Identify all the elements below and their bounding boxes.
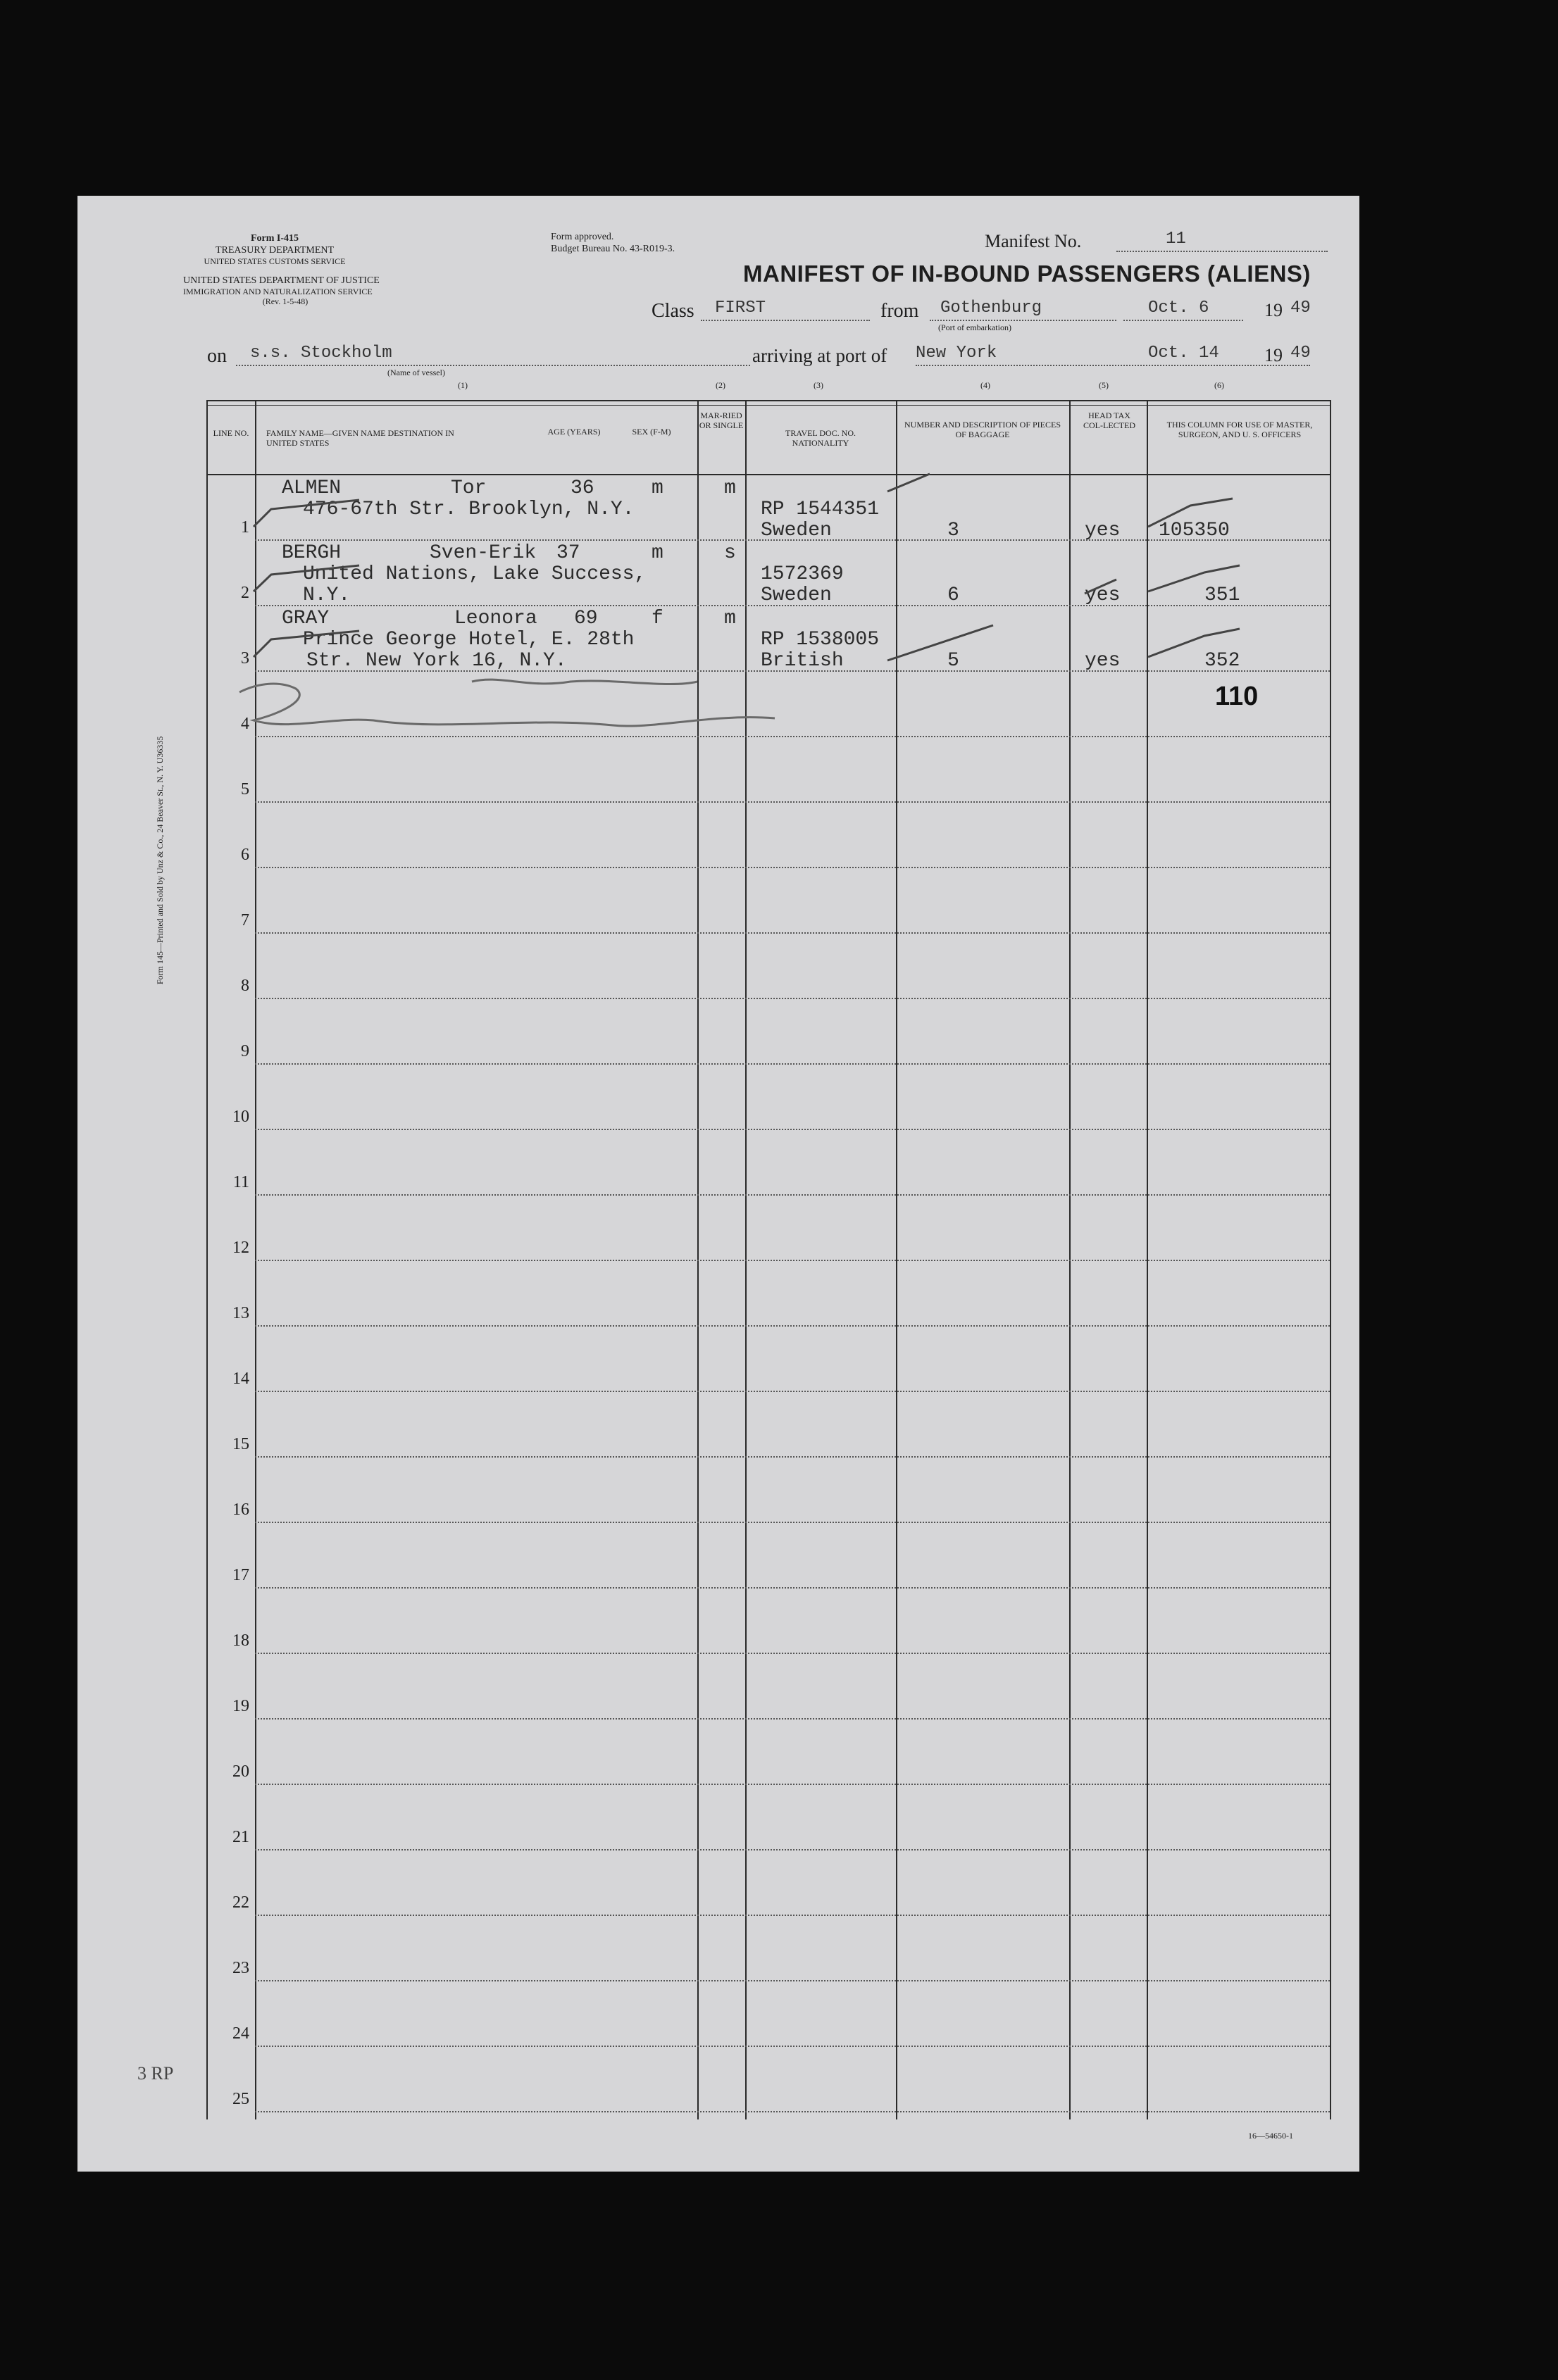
age: 36 xyxy=(571,477,594,499)
form-number: Form I-415 xyxy=(250,233,299,244)
given-name: Leonora xyxy=(454,608,537,630)
checkmark-row3 xyxy=(254,631,359,657)
vessel-value: s.s. Stockholm xyxy=(250,344,392,363)
col-header-line: LINE NO. xyxy=(213,428,249,438)
line-number: 3 xyxy=(241,649,249,668)
footer-code: 16—54650-1 xyxy=(1248,2131,1293,2141)
depart-date: Oct. 6 xyxy=(1148,299,1209,318)
travel-doc: RP 1544351 xyxy=(761,499,880,520)
line-number: 8 xyxy=(241,977,249,995)
marital-status: m xyxy=(724,608,736,630)
from-value: Gothenburg xyxy=(940,299,1042,318)
budget-bureau: Budget Bureau No. 43-R019-3. xyxy=(551,244,675,254)
line-number: 12 xyxy=(232,1239,249,1257)
marital-status: m xyxy=(724,477,736,499)
officer-number: 105350 xyxy=(1159,520,1230,541)
arrival-year: 49 xyxy=(1290,344,1311,363)
arrival-date: Oct. 14 xyxy=(1148,344,1219,363)
baggage-count: 3 xyxy=(947,520,959,541)
destination-line2: Str. New York 16, N.Y. xyxy=(306,650,567,672)
arriving-label: arriving at port of xyxy=(752,345,887,366)
line-number: 24 xyxy=(232,2024,249,2043)
checkmark-row1 xyxy=(254,500,359,527)
line-number: 19 xyxy=(232,1697,249,1715)
treasury-dept: TREASURY DEPARTMENT xyxy=(215,245,335,256)
class-value: FIRST xyxy=(715,299,766,318)
destination: United Nations, Lake Success, xyxy=(303,563,647,585)
col-num-5: (5) xyxy=(1099,380,1109,390)
form-approved: Form approved. xyxy=(551,232,614,242)
col-num-4: (4) xyxy=(980,380,990,390)
line-number: 7 xyxy=(241,911,249,929)
col-num-2: (2) xyxy=(716,380,725,390)
line-number: 17 xyxy=(232,1566,249,1584)
on-label: on xyxy=(207,345,227,367)
line-number: 16 xyxy=(232,1501,249,1519)
col-num-6: (6) xyxy=(1214,380,1224,390)
destination: 476-67th Str. Brooklyn, N.Y. xyxy=(303,499,635,520)
given-name: Sven-Erik xyxy=(430,542,537,564)
travel-doc: RP 1538005 xyxy=(761,629,880,651)
age: 69 xyxy=(574,608,598,630)
manifest-page xyxy=(77,196,1359,2172)
destination: Prince George Hotel, E. 28th xyxy=(303,629,635,651)
col-header-name: FAMILY NAME—GIVEN NAME DESTINATION IN UNITED STATES xyxy=(266,428,454,448)
line-number: 11 xyxy=(232,1173,249,1191)
line-number: 15 xyxy=(232,1435,249,1453)
nationality: Sweden xyxy=(761,520,832,541)
col-num-3: (3) xyxy=(814,380,823,390)
printer-note: Form 145—Printed and Sold by Unz & Co., 24 Beaver St., N. Y. U36335 xyxy=(155,736,165,984)
line-number: 13 xyxy=(232,1304,249,1322)
stamp-total: 110 xyxy=(1215,682,1259,711)
baggage-count: 5 xyxy=(947,650,959,672)
line-number: 25 xyxy=(232,2090,249,2108)
justice-dept: UNITED STATES DEPARTMENT OF JUSTICE xyxy=(183,275,380,286)
marital-status: s xyxy=(724,542,736,564)
handwritten-marks xyxy=(77,196,1359,2172)
col-header-headtax: HEAD TAX COL-LECTED xyxy=(1083,411,1135,430)
depart-year-prefix: 19 xyxy=(1264,300,1283,320)
line-number: 5 xyxy=(241,780,249,798)
col-header-travel: TRAVEL DOC. NO. NATIONALITY xyxy=(785,428,856,448)
col-header-officers: THIS COLUMN FOR USE OF MASTER, SURGEON, AND U. S. OFFICERS xyxy=(1166,420,1313,439)
manifest-no-value: 11 xyxy=(1166,230,1186,249)
customs-service: UNITED STATES CUSTOMS SERVICE xyxy=(204,256,346,266)
line-number: 20 xyxy=(232,1762,249,1781)
line-number: 9 xyxy=(241,1042,249,1060)
col-num-1: (1) xyxy=(458,380,468,390)
baggage-count: 6 xyxy=(947,584,959,606)
line-number: 23 xyxy=(232,1959,249,1977)
line-number: 18 xyxy=(232,1631,249,1650)
margin-note: 3 RP xyxy=(137,2063,174,2084)
family-name: BERGH xyxy=(282,542,342,564)
col-header-sex: SEX (F-M) xyxy=(632,427,671,437)
travel-doc: 1572369 xyxy=(761,563,844,585)
line-number: 2 xyxy=(241,584,249,602)
head-tax: yes xyxy=(1085,650,1121,672)
line-number: 1 xyxy=(241,518,249,537)
sex: m xyxy=(652,542,663,564)
destination-line2: N.Y. xyxy=(303,584,351,606)
col-header-married: MAR-RIED OR SINGLE xyxy=(699,411,744,430)
age: 37 xyxy=(556,542,580,564)
officer-number: 351 xyxy=(1204,584,1240,606)
col-header-baggage: NUMBER AND DESCRIPTION OF PIECES OF BAGGAGE xyxy=(904,420,1061,439)
officer-number: 352 xyxy=(1204,650,1240,672)
nationality: Sweden xyxy=(761,584,832,606)
revision-note: (Rev. 1-5-48) xyxy=(262,296,309,306)
head-tax: yes xyxy=(1085,520,1121,541)
from-label: from xyxy=(880,300,919,322)
arrival-year-prefix: 19 xyxy=(1264,345,1283,365)
line-number: 10 xyxy=(232,1108,249,1126)
manifest-no-label: Manifest No. xyxy=(985,231,1082,251)
family-name: GRAY xyxy=(282,608,330,630)
manifest-title: MANIFEST OF IN-BOUND PASSENGERS (ALIENS) xyxy=(743,261,1311,287)
checkmark-row2 xyxy=(254,565,359,591)
sex: f xyxy=(652,608,663,630)
head-tax: yes xyxy=(1085,584,1121,606)
col-header-age: AGE (YEARS) xyxy=(547,427,601,437)
given-name: Tor xyxy=(451,477,487,499)
line-number: 14 xyxy=(232,1370,249,1388)
line-number: 21 xyxy=(232,1828,249,1846)
nationality: British xyxy=(761,650,844,672)
class-label: Class xyxy=(652,300,694,322)
immigration-service: IMMIGRATION AND NATURALIZATION SERVICE xyxy=(183,287,373,296)
line-number: 4 xyxy=(241,715,249,733)
vessel-caption: (Name of vessel) xyxy=(387,368,445,377)
sex: m xyxy=(652,477,663,499)
depart-year: 49 xyxy=(1290,299,1311,318)
port-embarkation-caption: (Port of embarkation) xyxy=(938,322,1011,332)
arrival-port: New York xyxy=(916,344,997,363)
line-number: 6 xyxy=(241,846,249,864)
line-number: 22 xyxy=(232,1893,249,1912)
family-name: ALMEN xyxy=(282,477,342,499)
